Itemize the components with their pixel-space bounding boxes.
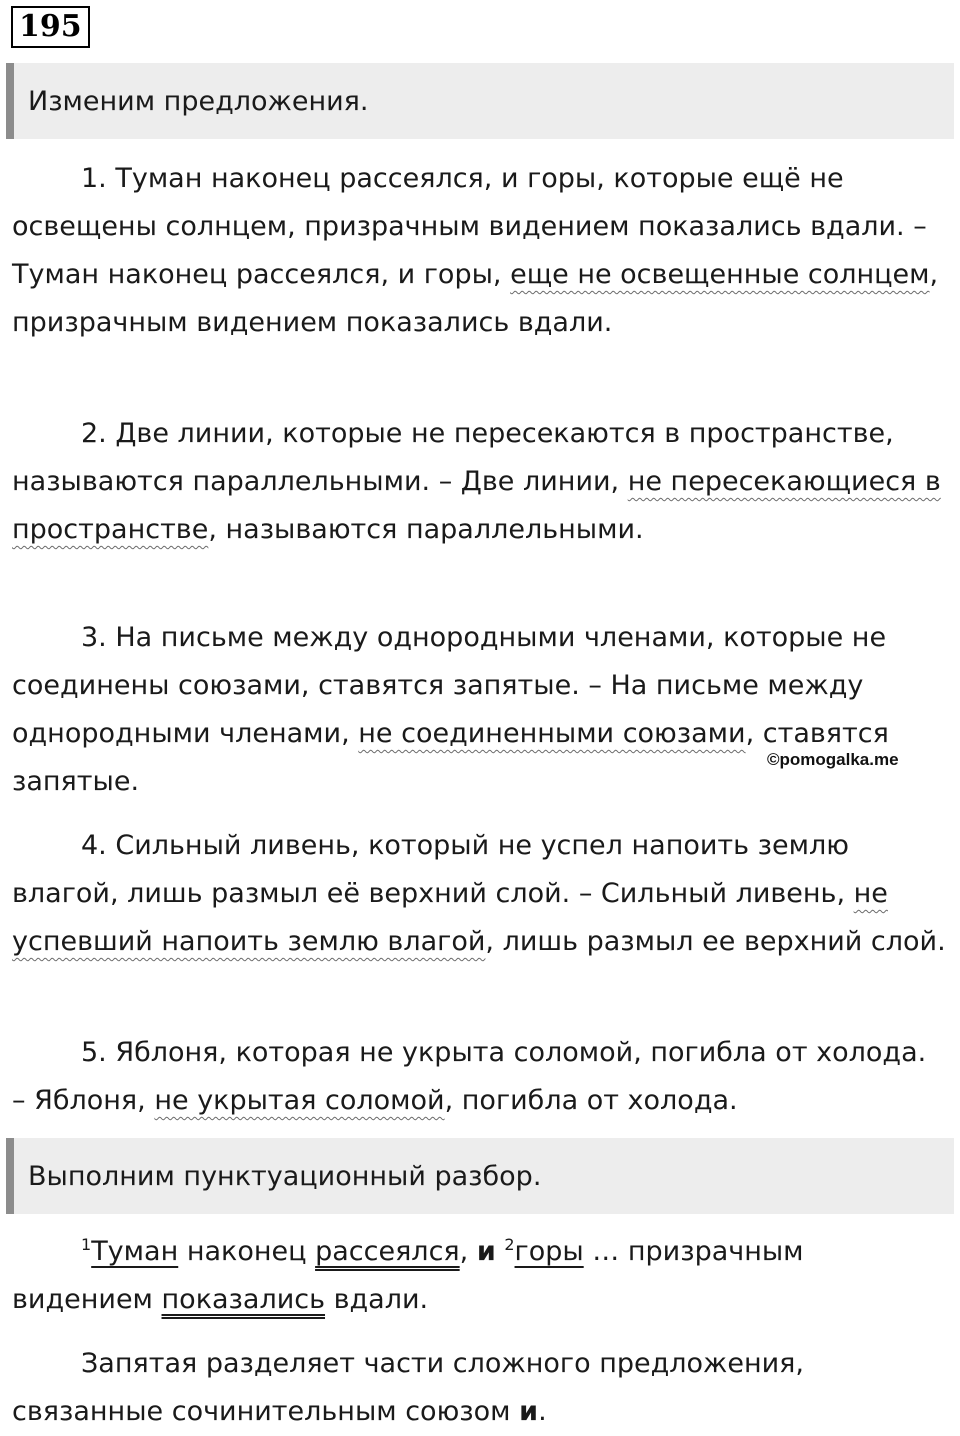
section-header-punctuation xyxy=(6,1138,954,1214)
original-sentence: 1. Туман наконец рассеялся, и горы, которые ещё не освещены солнцем, призрачным видением показались вдали. xyxy=(12,163,905,242)
original-sentence: 5. Яблоня, которая не укрыта соломой, погибла от холода. xyxy=(81,1037,927,1068)
participial-phrase: еще не освещенные солнцем xyxy=(510,259,930,290)
plain-text: вдали. xyxy=(325,1284,429,1315)
dash: – xyxy=(570,878,601,909)
list-item-3 xyxy=(12,614,947,806)
result-text: Туман наконец рассеялся, и горы, xyxy=(12,259,511,290)
list-item-5 xyxy=(12,1029,947,1125)
result-text: , называются параллельными. xyxy=(208,514,644,545)
conclusion-end: . xyxy=(538,1396,547,1427)
result-text: Яблоня, xyxy=(34,1085,155,1116)
participial-phrase: не успевший напоить землю влагой xyxy=(12,878,888,957)
clause-number-2: 2 xyxy=(504,1235,515,1254)
conclusion xyxy=(12,1340,947,1436)
participial-phrase: не пересекающиеся в пространстве xyxy=(12,466,941,545)
predicate-1: рассеялся xyxy=(315,1236,460,1267)
original-sentence: 4. Сильный ливень, который не успел напоить землю влагой, лишь размыл её верхний слой. xyxy=(12,830,849,909)
comma: , xyxy=(459,1236,477,1267)
result-text: На письме между однородными членами, xyxy=(12,670,864,749)
result-text: , призрачным видением показались вдали. xyxy=(12,259,939,338)
plain-text: … призрачным видением xyxy=(12,1236,804,1315)
result-text: , погибла от холода. xyxy=(444,1085,738,1116)
dash: – xyxy=(904,211,927,242)
clause-number-1: 1 xyxy=(81,1235,92,1254)
predicate-2: показались xyxy=(161,1284,326,1315)
section-header-label: Выполним пунктуационный разбор. xyxy=(28,1160,542,1192)
plain-text: наконец xyxy=(178,1236,316,1267)
analysis-sentence xyxy=(12,1228,947,1324)
subject-1: Туман xyxy=(91,1236,179,1267)
watermark: ©pomogalka.me xyxy=(767,750,899,769)
conjunction: и xyxy=(476,1236,496,1267)
result-text: Две линии, xyxy=(460,466,628,497)
dash: – xyxy=(579,670,611,701)
dash: – xyxy=(12,1085,35,1116)
conclusion-conjunction: и xyxy=(519,1396,539,1427)
participial-phrase: не укрытая соломой xyxy=(154,1085,445,1116)
result-text: Сильный ливень, xyxy=(600,878,854,909)
original-sentence: 3. На письме между однородными членами, которые не соединены союзами, ставятся запятые. xyxy=(12,622,887,701)
participial-phrase: не соединенными союзами xyxy=(358,718,746,749)
list-item-2 xyxy=(12,410,947,554)
section-header-label: Изменим предложения. xyxy=(28,85,369,117)
conclusion-text: Запятая разделяет части сложного предложения, связанные сочинительным союзом xyxy=(12,1348,805,1427)
list-item-4 xyxy=(12,822,947,966)
task-number: 195 xyxy=(11,6,90,48)
list-item-1 xyxy=(12,155,947,347)
result-text: , ставятся запятые. xyxy=(12,718,889,797)
section-header-change-sentences xyxy=(6,63,954,139)
original-sentence: 2. Две линии, которые не пересекаются в пространстве, называются параллельными. xyxy=(12,418,894,497)
result-text: , лишь размыл ее верхний слой. xyxy=(485,926,946,957)
dash: – xyxy=(430,466,461,497)
subject-2: горы xyxy=(514,1236,584,1267)
